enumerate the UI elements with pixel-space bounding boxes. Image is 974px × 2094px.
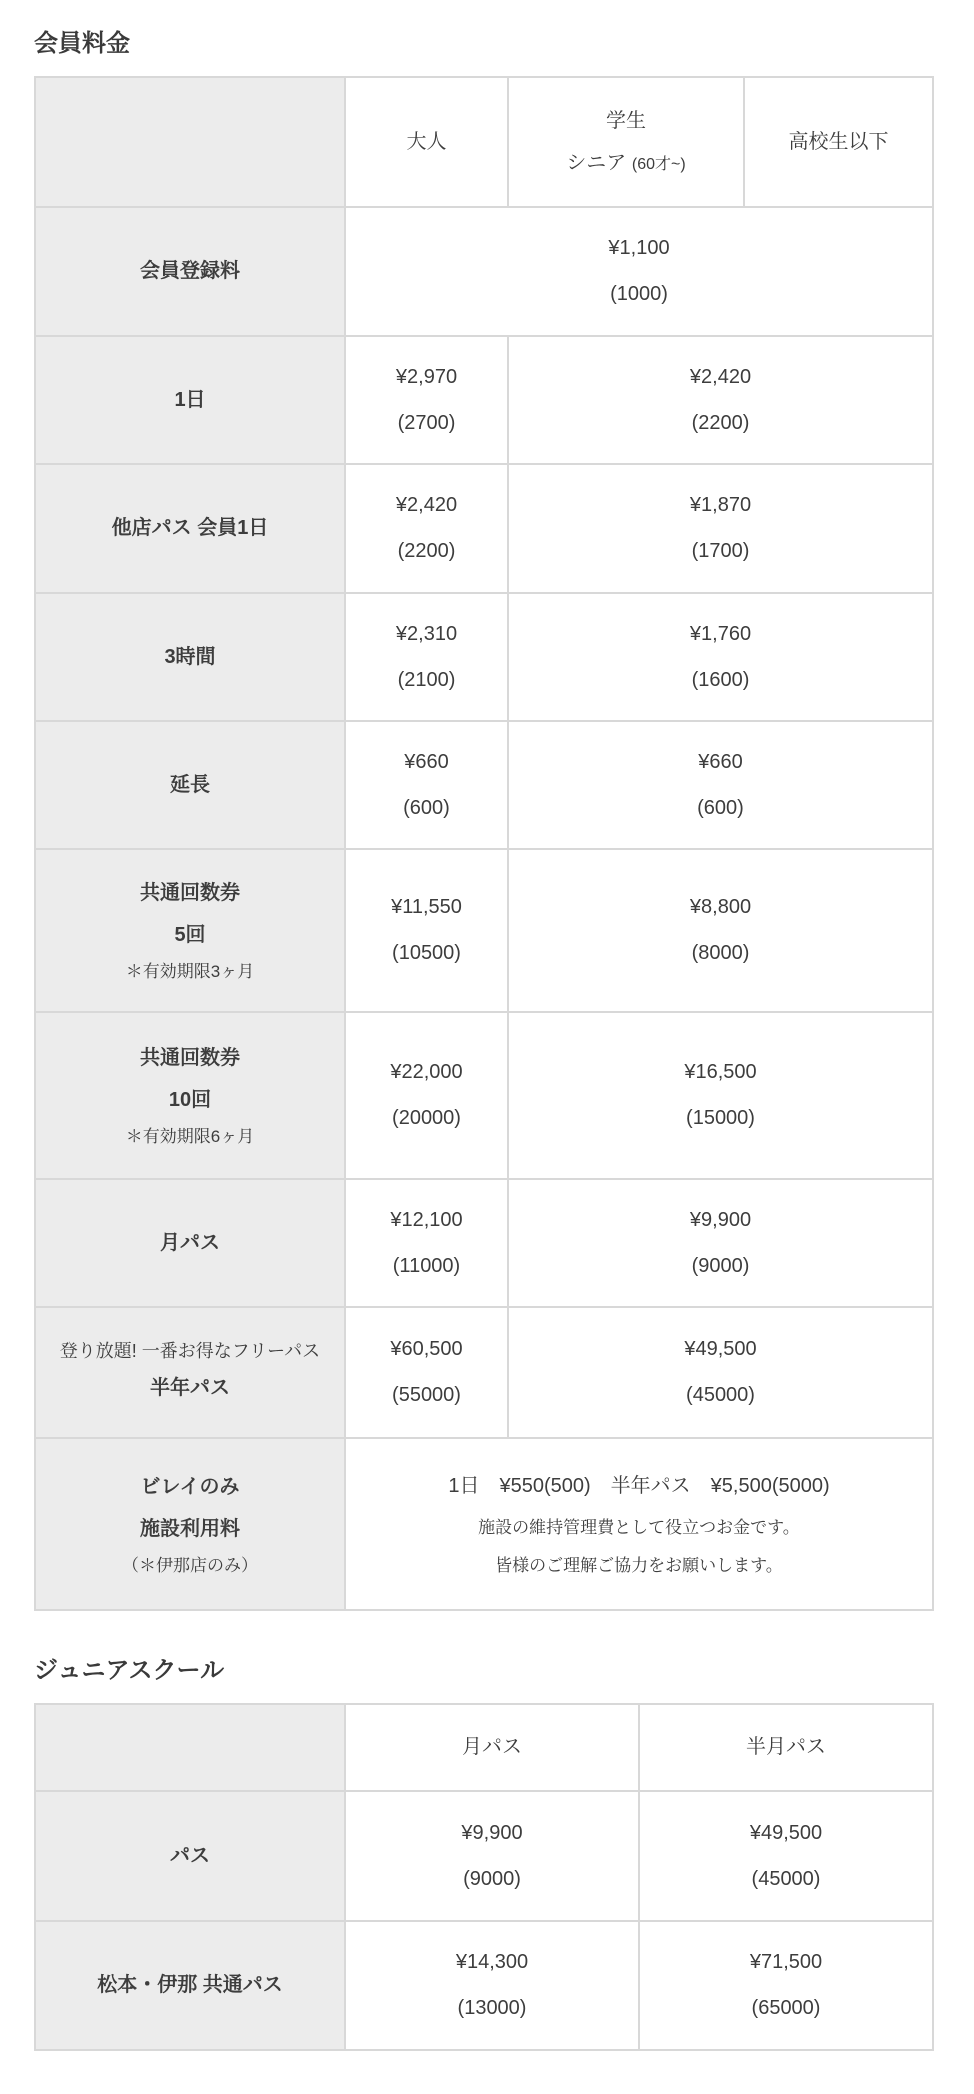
junior-pass-row: [35, 1791, 933, 1921]
old-price-text: (1700): [691, 540, 750, 563]
student-highschool-price-cell: [508, 1179, 933, 1307]
row-label-cell: [35, 593, 345, 721]
row-label-note: ＊有効期限3ヶ月: [125, 962, 255, 982]
price-text: ¥11,550: [391, 896, 462, 919]
row-label-cell: [35, 1921, 345, 2050]
row-label-cell: [35, 1307, 345, 1438]
price-text: ¥1,100: [608, 237, 670, 260]
extension-row: [35, 721, 933, 849]
junior-header-empty-cell: [35, 1704, 345, 1791]
row-label-note: （＊伊那店のみ）: [122, 1555, 258, 1575]
price-text: ¥49,500: [749, 1821, 823, 1844]
old-price-text: (10500): [392, 942, 461, 965]
month-pass-price-cell: [345, 1791, 639, 1921]
price-text: ¥2,420: [689, 365, 752, 388]
old-price-text: (1600): [691, 668, 750, 691]
month-pass-price-cell: [345, 1921, 639, 2050]
member-header-highschool: [744, 77, 933, 207]
senior-header-line: [509, 142, 743, 184]
row-label-line2: 施設利用料: [140, 1517, 240, 1540]
price-text: ¥8,800: [689, 896, 752, 919]
adult-price-cell: [345, 593, 508, 721]
belay-note-line1: 施設の維持管理費として役立つお金です。: [478, 1518, 800, 1538]
price-text: ¥71,500: [749, 1951, 823, 1974]
row-label-cell: [35, 849, 345, 1012]
member-header-adult: [345, 77, 508, 207]
row-label: 延長: [170, 773, 210, 796]
old-price-text: (8000): [691, 942, 750, 965]
junior-section-title: ジュニアスクール: [34, 1656, 225, 1684]
price-text: ¥1,760: [689, 622, 752, 645]
row-label-cell: [35, 336, 345, 464]
ticket-book-5-row: [35, 849, 933, 1012]
month-pass-header-label: 月パス: [462, 1736, 522, 1759]
row-label: パス: [170, 1844, 210, 1867]
member-pricing-table: [34, 76, 934, 1611]
registration-row: [35, 207, 933, 336]
old-price-text: (2200): [397, 540, 456, 563]
old-price-text: (15000): [686, 1107, 755, 1130]
old-price-text: (9000): [691, 1254, 750, 1277]
row-label-cell: [35, 721, 345, 849]
row-label-cell: [35, 1438, 345, 1610]
junior-header-row: [35, 1704, 933, 1791]
belay-only-row: [35, 1438, 933, 1610]
adult-price-cell: [345, 336, 508, 464]
row-label: 半年パス: [150, 1376, 230, 1399]
row-label-line2: 5回: [174, 924, 206, 947]
price-text: ¥1,870: [689, 494, 752, 517]
student-highschool-price-cell: [508, 593, 933, 721]
adult-price-cell: [345, 1307, 508, 1438]
row-label-line1: 共通回数券: [140, 882, 240, 905]
half-month-pass-price-cell: [639, 1921, 933, 2050]
old-price-text: (1000): [610, 283, 668, 306]
adult-price-cell: [345, 1012, 508, 1179]
month-pass-row: [35, 1179, 933, 1307]
price-text: ¥49,500: [684, 1338, 757, 1361]
one-day-row: [35, 336, 933, 464]
adult-price-cell: [345, 464, 508, 593]
adult-price-cell: [345, 1179, 508, 1307]
belay-price-cell: [345, 1438, 933, 1610]
price-text: ¥60,500: [390, 1338, 463, 1361]
member-header-empty-cell: [35, 77, 345, 207]
price-text: ¥9,900: [461, 1821, 523, 1844]
old-price-text: (20000): [392, 1107, 461, 1130]
member-header-student-senior: [508, 77, 744, 207]
old-price-text: (9000): [463, 1867, 521, 1890]
row-label-cell: [35, 1012, 345, 1179]
other-store-pass-row: [35, 464, 933, 593]
row-label: 3時間: [164, 645, 216, 668]
row-label-note: ＊有効期限6ヶ月: [125, 1127, 255, 1147]
registration-price-cell: [345, 207, 933, 336]
old-price-text: (55000): [392, 1384, 461, 1407]
price-text: ¥14,300: [455, 1951, 529, 1974]
row-label-cell: [35, 207, 345, 336]
row-label: 月パス: [160, 1231, 220, 1254]
row-label-cell: [35, 1791, 345, 1921]
senior-header-label: シニア: [566, 151, 627, 174]
junior-school-table: [34, 1703, 934, 2051]
belay-note-line2: 皆様のご理解ご協力をお願いします。: [495, 1555, 783, 1575]
price-text: ¥2,970: [395, 365, 458, 388]
student-highschool-price-cell: [508, 721, 933, 849]
row-label-pre-note: 登り放題! 一番お得なフリーパス: [59, 1341, 321, 1361]
student-highschool-price-cell: [508, 849, 933, 1012]
member-section-title: 会員料金: [34, 30, 130, 57]
student-highschool-price-cell: [508, 464, 933, 593]
price-text: ¥2,420: [395, 494, 458, 517]
price-text: ¥16,500: [684, 1061, 757, 1084]
row-label: 他店パス 会員1日: [111, 517, 269, 540]
junior-header-month-pass: [345, 1704, 639, 1791]
row-label-line2: 10回: [168, 1089, 212, 1112]
member-header-row: [35, 77, 933, 207]
adult-price-cell: [345, 849, 508, 1012]
row-label-cell: [35, 1179, 345, 1307]
price-text: ¥2,310: [395, 622, 458, 645]
old-price-text: (2100): [397, 668, 456, 691]
old-price-text: (2200): [691, 411, 750, 434]
row-label: 松本・伊那 共通パス: [97, 1974, 283, 1997]
old-price-text: (600): [697, 796, 744, 819]
senior-age-note: (60才~): [631, 155, 686, 173]
belay-prices-text: 1日 ¥550(500) 半年パス ¥5,500(5000): [448, 1475, 830, 1498]
old-price-text: (600): [403, 796, 450, 819]
row-label-cell: [35, 464, 345, 593]
row-label-line1: ビレイのみ: [140, 1475, 240, 1498]
half-month-pass-price-cell: [639, 1791, 933, 1921]
student-highschool-price-cell: [508, 1012, 933, 1179]
student-header-label: 学生: [606, 109, 646, 132]
old-price-text: (45000): [686, 1384, 755, 1407]
three-hours-row: [35, 593, 933, 721]
price-text: ¥9,900: [689, 1208, 752, 1231]
price-text: ¥22,000: [390, 1061, 463, 1084]
row-label-line1: 共通回数券: [140, 1047, 240, 1070]
row-label: 会員登録料: [140, 260, 240, 283]
old-price-text: (45000): [751, 1867, 821, 1890]
old-price-text: (65000): [751, 1997, 821, 2020]
adult-header-label: 大人: [406, 130, 447, 153]
highschool-header-label: 高校生以下: [788, 130, 889, 153]
adult-price-cell: [345, 721, 508, 849]
student-highschool-price-cell: [508, 336, 933, 464]
price-text: ¥12,100: [390, 1208, 463, 1231]
half-month-pass-header-label: 半月パス: [746, 1736, 826, 1759]
half-year-pass-row: [35, 1307, 933, 1438]
ticket-book-10-row: [35, 1012, 933, 1179]
old-price-text: (11000): [392, 1254, 461, 1277]
student-highschool-price-cell: [508, 1307, 933, 1438]
junior-common-pass-row: [35, 1921, 933, 2050]
price-text: ¥660: [404, 750, 449, 773]
junior-header-half-month-pass: [639, 1704, 933, 1791]
price-text: ¥660: [698, 750, 743, 773]
old-price-text: (13000): [457, 1997, 527, 2020]
old-price-text: (2700): [397, 411, 456, 434]
row-label: 1日: [174, 388, 206, 411]
